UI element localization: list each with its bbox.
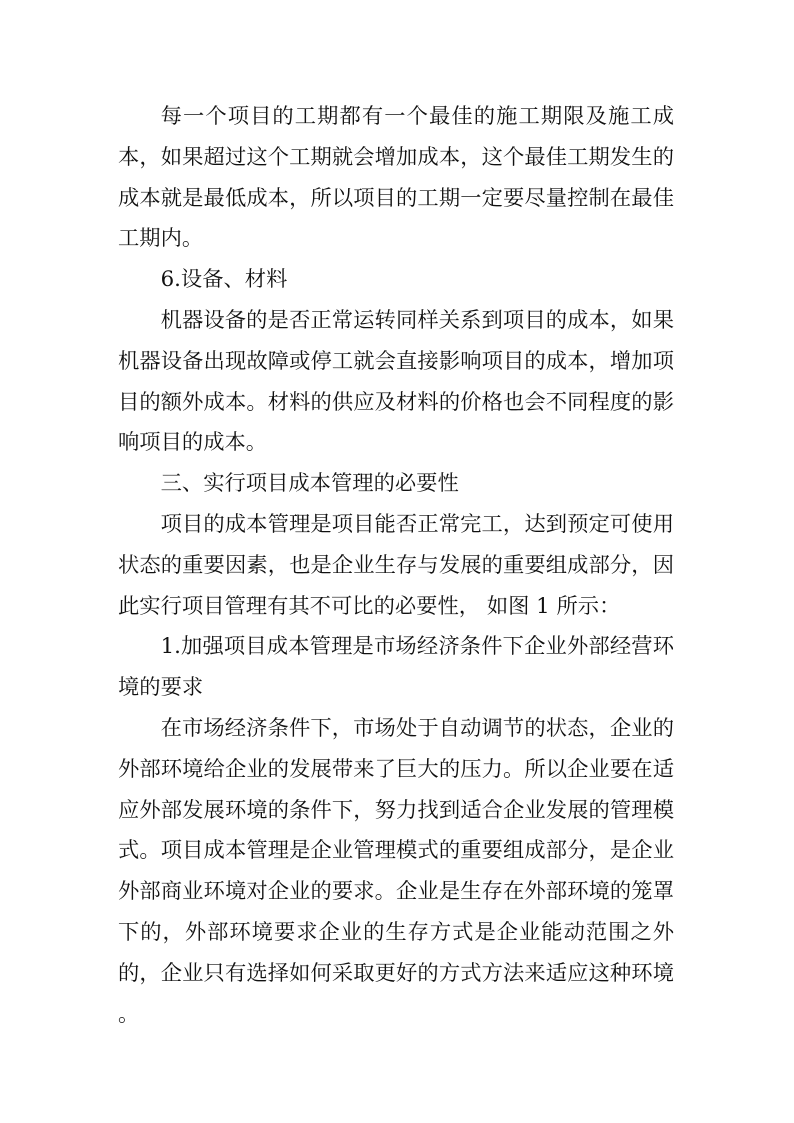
heading-equipment-materials: 6.设备、材料 xyxy=(160,267,288,293)
paragraph-equipment-materials: 机器设备的是否正常运转同样关系到项目的成本，如果机器设备出现故障或停工就会直接影响项目的成本，增加项目的额外成本。材料的供应及材料的价格也会不同程度的影响项目的成本。 xyxy=(118,307,674,456)
heading-necessity: 三、实行项目成本管理的必要性 xyxy=(160,471,459,497)
document-body xyxy=(118,97,674,1035)
paragraph-duration-cost: 每一个项目的工期都有一个最佳的施工期限及施工成本，如果超过这个工期就会增加成本，这个最佳工期发生的成本就是最低成本，所以项目的工期一定要尽量控制在最佳工期内。 xyxy=(118,104,674,252)
paragraph-necessity: 项目的成本管理是项目能否正常完工，达到预定可使用状态的重要因素，也是企业生存与发展的重要组成部分，因此实行项目管理有其不可比的必要性， 如图 1 所示： xyxy=(118,511,674,619)
heading-market-requirement: 1.加强项目成本管理是市场经济条件下企业外部经营环境的要求 xyxy=(118,634,674,701)
paragraph-market-requirement: 在市场经济条件下，市场处于自动调节的状态，企业的外部环境给企业的发展带来了巨大的压力。所以企业要在适应外部发展环境的条件下，努力找到适合企业发展的管理模式。项目成本管理是企业管理模式的重要组成部分，是企业外部商业环境对企业的要求。企业是生存在外部环境的笼罩下的，外部环境要求企业的生存方式是企业能动范围之外的，企业只有选择如何采取更好的方式方法来适应这种环境 。 xyxy=(118,715,674,1027)
